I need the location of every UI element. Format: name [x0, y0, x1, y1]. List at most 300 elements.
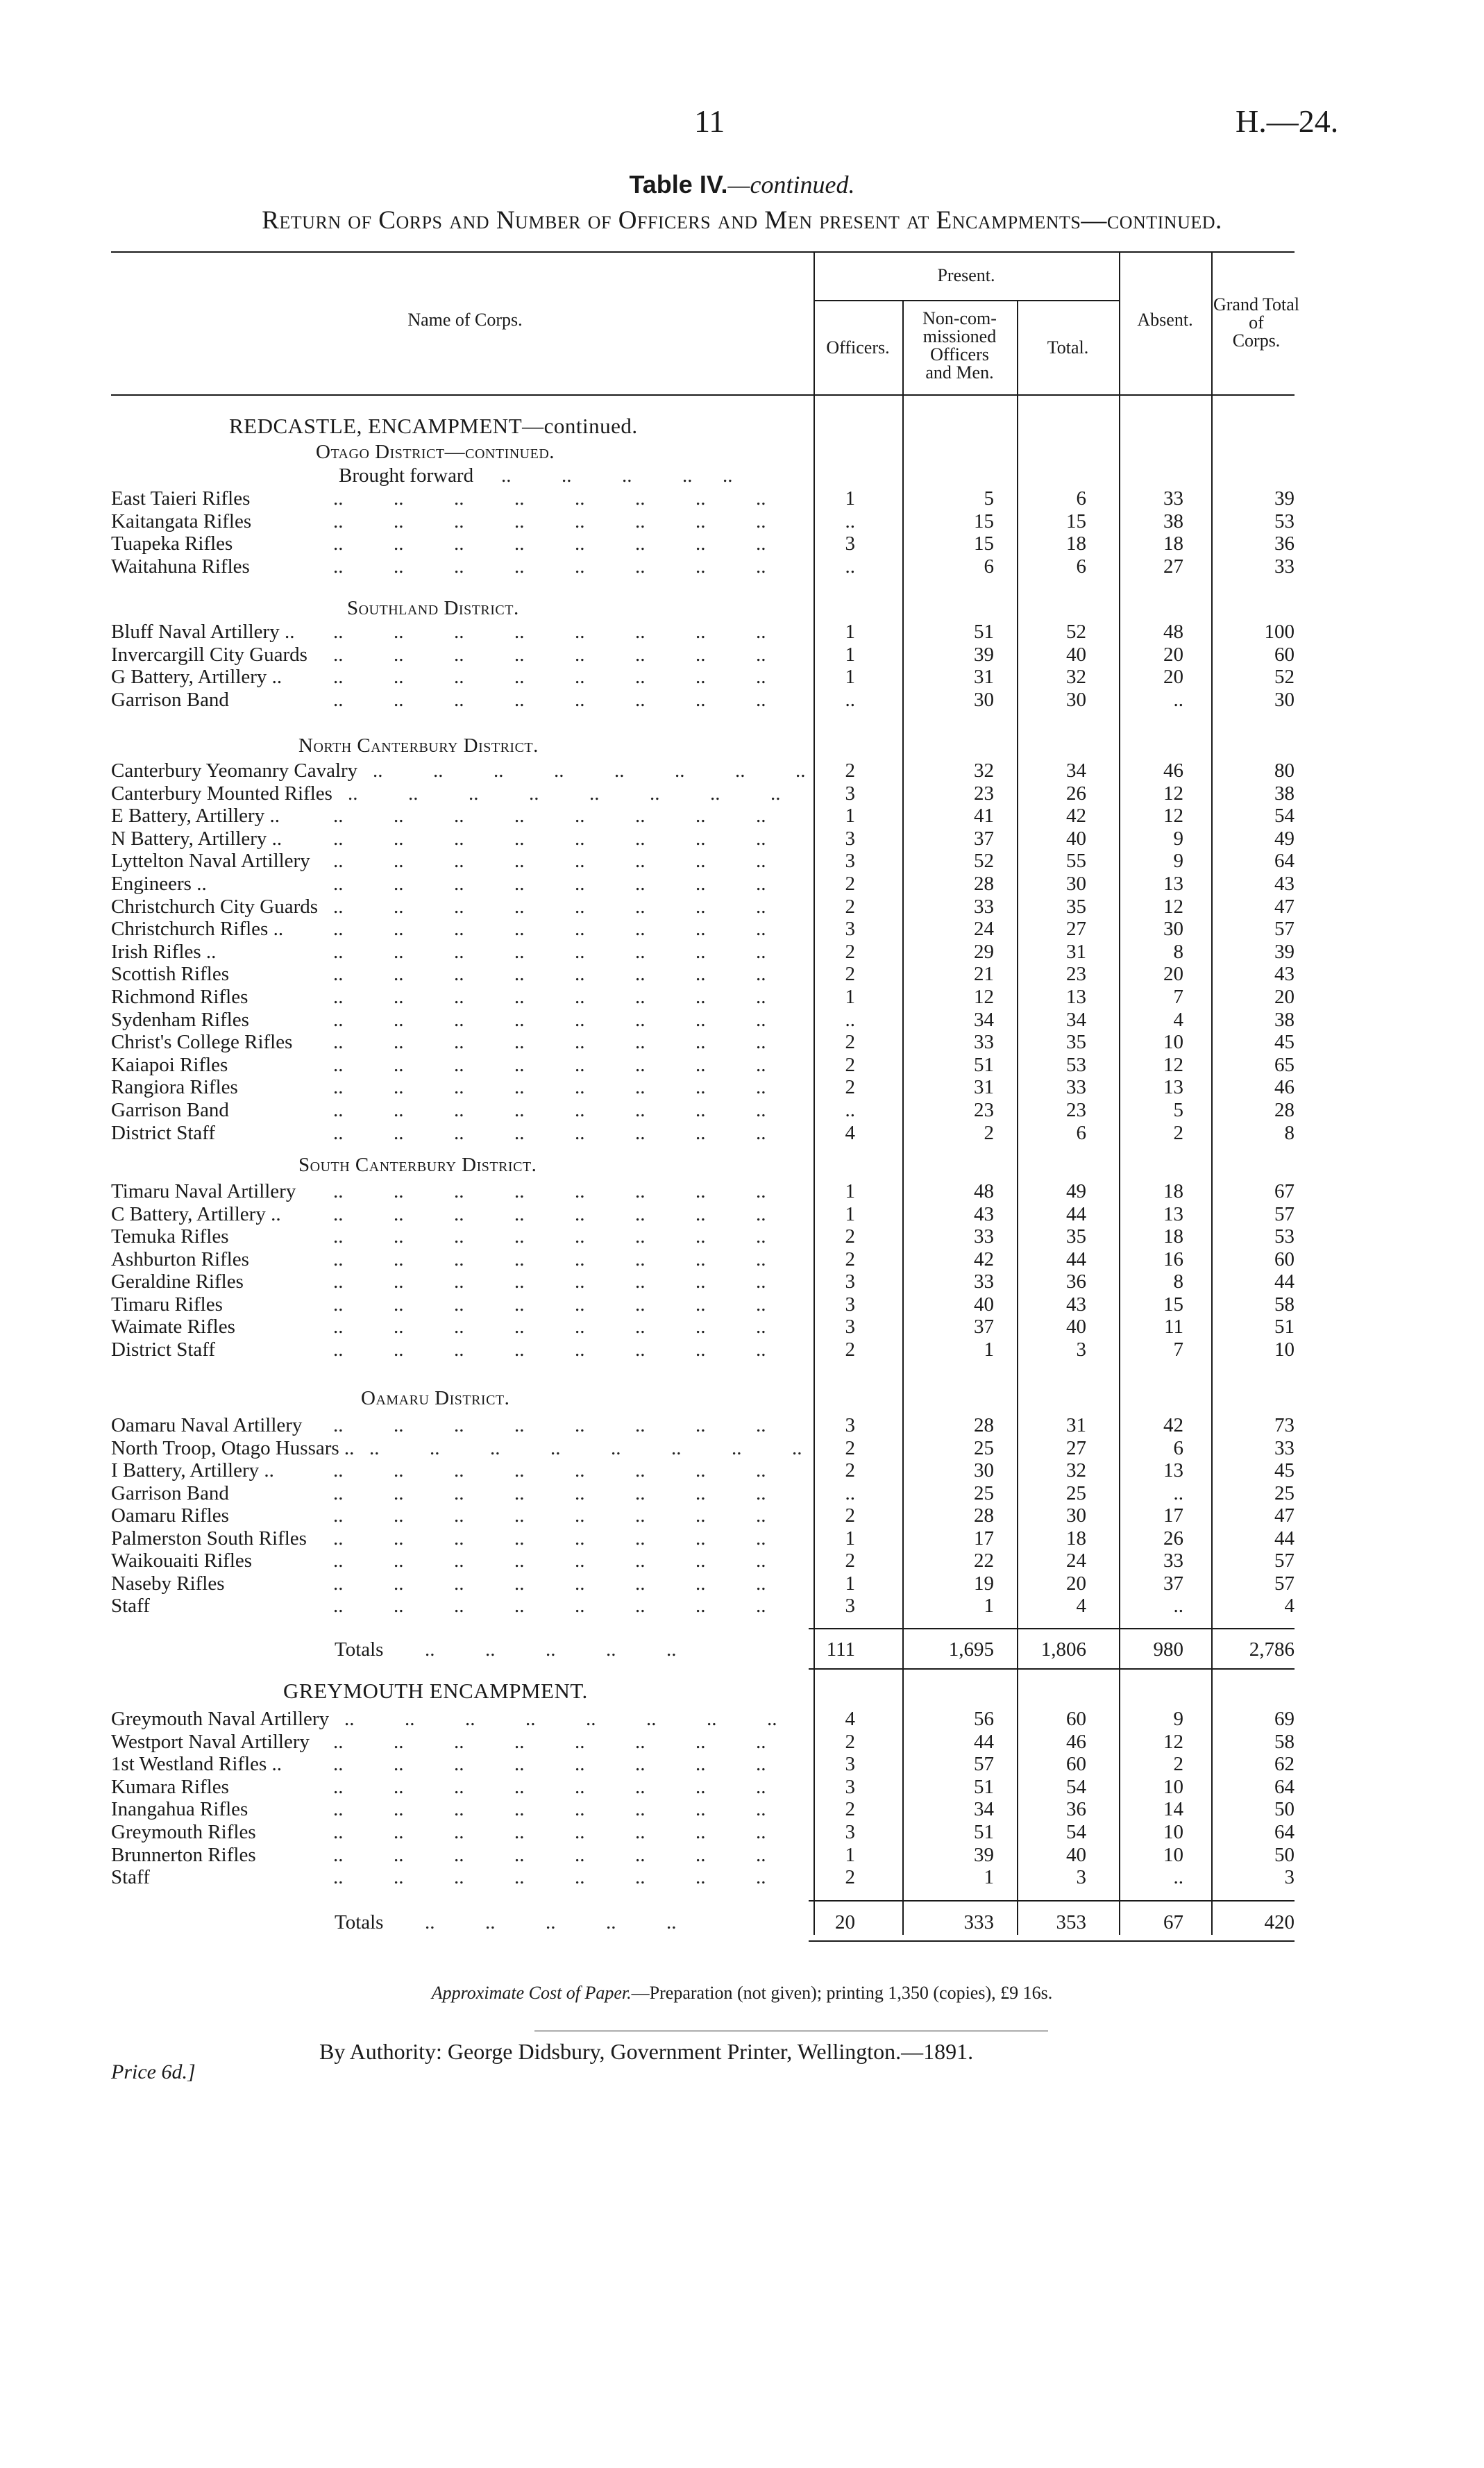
nco-cell: 12: [974, 986, 994, 1008]
absent-cell: 2: [1173, 1121, 1183, 1144]
nco-cell: 34: [974, 1008, 994, 1031]
corps-name: 1st Westland Rifles ..: [111, 1753, 283, 1776]
officers-cell: 3: [845, 1753, 855, 1776]
section-otago: Otago District—continued.: [316, 441, 555, 463]
officers-cell: 2: [845, 1866, 855, 1889]
absent-cell: 46: [1163, 759, 1183, 782]
nco-cell: 33: [974, 1031, 994, 1054]
grand-total-cell: 58: [1274, 1730, 1295, 1753]
total-cell: 33: [1066, 1076, 1086, 1099]
officers-cell: ..: [845, 1008, 855, 1031]
total-cell: 60: [1066, 1708, 1086, 1730]
absent-cell: 17: [1163, 1504, 1183, 1527]
corps-name: Staff: [111, 1866, 150, 1889]
absent-cell: 26: [1163, 1527, 1183, 1550]
officers-cell: 4: [845, 1708, 855, 1730]
corps-name: Westport Naval Artillery: [111, 1730, 310, 1753]
officers-cell: 1: [845, 1202, 855, 1225]
table-row: [0, 510, 1484, 532]
dot-leader: .. .. .. .. .. .. .. ..: [333, 895, 766, 918]
nco-cell: 43: [974, 1202, 994, 1225]
nco-cell: 32: [974, 759, 994, 782]
total-cell: 40: [1066, 1843, 1086, 1866]
grand-total-cell: 65: [1274, 1053, 1295, 1076]
total-cell: 52: [1066, 621, 1086, 643]
absent-cell: 33: [1163, 487, 1183, 510]
total-cell: 54: [1066, 1821, 1086, 1843]
nco-cell: 33: [974, 895, 994, 918]
dot-leader: .. .. .. .. .. .. .. ..: [333, 1550, 766, 1572]
grand-total-cell: 33: [1274, 1436, 1295, 1459]
grand-total-cell: 53: [1274, 510, 1295, 532]
corps-name: Brunnerton Rifles: [111, 1843, 256, 1866]
table-row: [0, 532, 1484, 555]
dot-leader: .. .. .. .. .. .. .. ..: [333, 1270, 766, 1293]
dot-leader: .. .. .. .. .. .. .. ..: [333, 510, 766, 532]
absent-cell: 18: [1163, 1180, 1183, 1202]
cost-text: —Preparation (not given); printing 1,350 (copies), £9 16s.: [631, 1983, 1053, 2003]
header-nco-line2: missioned: [922, 326, 997, 346]
absent-cell: 9: [1173, 850, 1183, 873]
officers-cell: 1: [845, 621, 855, 643]
total-cell: 53: [1066, 1053, 1086, 1076]
corps-name: Oamaru Naval Artillery: [111, 1414, 303, 1436]
grand-total-cell: 39: [1274, 487, 1295, 510]
officers-cell: 2: [845, 1798, 855, 1821]
absent-cell: 7: [1173, 1338, 1183, 1361]
officers-cell: 3: [845, 532, 855, 555]
grand-total-cell: 25: [1274, 1481, 1295, 1504]
corps-name: District Staff: [111, 1121, 216, 1144]
total-cell: 36: [1066, 1798, 1086, 1821]
table-row: [0, 1293, 1484, 1316]
grand-total-cell: 4: [1284, 1595, 1295, 1617]
dot-leader: .. .. .. .. .. .. .. ..: [348, 782, 781, 805]
corps-name: Waikouaiti Rifles: [111, 1550, 253, 1572]
table-row: [0, 1572, 1484, 1595]
officers-cell: 3: [845, 918, 855, 941]
dot-leader: .. .. .. .. .. .. .. ..: [333, 1730, 766, 1753]
nco-cell: 1: [984, 1338, 994, 1361]
corps-name: E Battery, Artillery ..: [111, 805, 280, 828]
totals-row-redcastle: [0, 1638, 1484, 1661]
dot-leader: .. .. .. .. .. .. .. ..: [333, 940, 766, 963]
dot-leader: .. .. .. .. .. .. .. ..: [333, 1504, 766, 1527]
absent-cell: 8: [1173, 1270, 1183, 1293]
dot-leader: .. .. .. .. .. .. .. ..: [333, 1753, 766, 1776]
total-cell: 18: [1066, 1527, 1086, 1550]
corps-name: Christ's College Rifles: [111, 1031, 293, 1054]
grand-total-cell: 46: [1274, 1076, 1295, 1099]
total-cell: 3: [1076, 1866, 1086, 1889]
nco-cell: 42: [974, 1248, 994, 1270]
dot-leader: .. .. .. .. .. .. .. ..: [373, 759, 805, 782]
brought-forward-label: Brought forward: [339, 464, 474, 487]
greymouth-totals-officers: 20: [835, 1911, 855, 1933]
officers-cell: 2: [845, 895, 855, 918]
dot-leader: .. .. .. .. .. .. .. ..: [333, 688, 766, 711]
absent-cell: 37: [1163, 1572, 1183, 1595]
total-cell: 20: [1066, 1572, 1086, 1595]
corps-name: Richmond Rifles: [111, 986, 248, 1008]
dot-leader: .. .. .. .. .. .. .. ..: [333, 1595, 766, 1617]
absent-cell: 13: [1163, 873, 1183, 895]
table-row: [0, 873, 1484, 895]
total-cell: 35: [1066, 1225, 1086, 1248]
header-name: Name of Corps.: [407, 310, 523, 330]
table-row: [0, 1203, 1484, 1225]
corps-name: N Battery, Artillery ..: [111, 827, 283, 850]
grand-total-cell: 47: [1274, 895, 1295, 918]
greymouth-totals-rule-top: [809, 1900, 1295, 1902]
corps-name: Canterbury Mounted Rifles: [111, 782, 332, 805]
dot-leader: .. .. .. .. .. .. .. ..: [333, 1180, 766, 1202]
nco-cell: 48: [974, 1180, 994, 1202]
section-south-canterbury: South Canterbury District.: [298, 1154, 537, 1176]
officers-cell: 3: [845, 827, 855, 850]
table-row: [0, 1248, 1484, 1270]
corps-name: Timaru Naval Artillery: [111, 1180, 296, 1202]
absent-cell: 13: [1163, 1076, 1183, 1099]
corps-name: Christchurch City Guards: [111, 895, 319, 918]
absent-cell: 10: [1163, 1843, 1183, 1866]
absent-cell: 18: [1163, 532, 1183, 555]
total-cell: 6: [1076, 487, 1086, 510]
corps-name: Lyttelton Naval Artillery: [111, 850, 310, 873]
grand-total-cell: 49: [1274, 827, 1295, 850]
total-cell: 46: [1066, 1730, 1086, 1753]
dot-leader: .. .. .. .. .. .. .. ..: [333, 1316, 766, 1338]
dot-leader: .. .. .. .. .. .. .. ..: [333, 487, 766, 510]
greymouth-totals-leader: .. .. .. .. ..: [425, 1911, 677, 1933]
total-cell: 34: [1066, 1008, 1086, 1031]
corps-name: Greymouth Rifles: [111, 1821, 256, 1843]
officers-cell: 2: [845, 1550, 855, 1572]
table-row: [0, 644, 1484, 666]
greymouth-totals-absent: 67: [1163, 1911, 1183, 1933]
grand-total-cell: 67: [1274, 1180, 1295, 1202]
total-cell: 44: [1066, 1248, 1086, 1270]
dot-leader: .. .. .. .. .. .. .. ..: [333, 918, 766, 941]
table-row: [0, 689, 1484, 711]
absent-cell: 12: [1163, 782, 1183, 805]
grand-total-cell: 38: [1274, 1008, 1295, 1031]
corps-name: Oamaru Rifles: [111, 1504, 229, 1527]
corps-name: Palmerston South Rifles: [111, 1527, 307, 1550]
officers-cell: 1: [845, 805, 855, 828]
total-cell: 27: [1066, 918, 1086, 941]
nco-cell: 28: [974, 1504, 994, 1527]
table-row: [0, 621, 1484, 643]
total-cell: 54: [1066, 1775, 1086, 1798]
nco-cell: 25: [974, 1481, 994, 1504]
header-grand-line1: Grand Total: [1213, 294, 1300, 314]
table-row: [0, 1437, 1484, 1459]
totals-grand: 2,786: [1249, 1638, 1295, 1661]
officers-cell: 2: [845, 963, 855, 986]
nco-cell: 6: [984, 555, 994, 578]
grand-total-cell: 73: [1274, 1414, 1295, 1436]
nco-cell: 40: [974, 1293, 994, 1316]
grand-total-cell: 43: [1274, 963, 1295, 986]
table-row: [0, 666, 1484, 688]
officers-cell: 2: [845, 940, 855, 963]
officers-cell: 1: [845, 1572, 855, 1595]
dot-leader: .. .. .. .. .. .. .. ..: [333, 1076, 766, 1099]
officers-cell: 1: [845, 1180, 855, 1202]
table-row: [0, 805, 1484, 827]
total-cell: 49: [1066, 1180, 1086, 1202]
total-cell: 35: [1066, 1031, 1086, 1054]
table-row: [0, 1527, 1484, 1550]
total-cell: 23: [1066, 963, 1086, 986]
price-note: Price 6d.]: [111, 2060, 196, 2083]
grand-total-cell: 57: [1274, 1572, 1295, 1595]
grand-total-cell: 58: [1274, 1293, 1295, 1316]
section-greymouth: GREYMOUTH ENCAMPMENT.: [283, 1679, 588, 1703]
total-cell: 40: [1066, 827, 1086, 850]
totals-total: 1,806: [1040, 1638, 1086, 1661]
grand-total-cell: 64: [1274, 1821, 1295, 1843]
section-oamaru: Oamaru District.: [361, 1387, 510, 1409]
absent-cell: 18: [1163, 1225, 1183, 1248]
officers-cell: 3: [845, 1595, 855, 1617]
nco-cell: 51: [974, 1775, 994, 1798]
total-cell: 44: [1066, 1202, 1086, 1225]
absent-cell: 12: [1163, 1053, 1183, 1076]
nco-cell: 39: [974, 1843, 994, 1866]
corps-name: Staff: [111, 1595, 150, 1617]
total-cell: 6: [1076, 555, 1086, 578]
absent-cell: ..: [1173, 688, 1183, 711]
officers-cell: ..: [845, 688, 855, 711]
grand-total-cell: 28: [1274, 1099, 1295, 1121]
corps-name: Engineers ..: [111, 873, 207, 895]
total-cell: 31: [1066, 1414, 1086, 1436]
corps-name: Invercargill City Guards: [111, 643, 307, 666]
grand-total-cell: 44: [1274, 1527, 1295, 1550]
dot-leader: .. .. .. .. .. .. .. ..: [333, 1121, 766, 1144]
total-cell: 30: [1066, 1504, 1086, 1527]
dot-leader: .. .. .. .. .. .. .. ..: [333, 1775, 766, 1798]
cost-note: [0, 1983, 1484, 2004]
corps-name: Rangiora Rifles: [111, 1076, 238, 1099]
header-grand-total: [1211, 296, 1301, 350]
document-code: H.—24.: [1236, 103, 1339, 139]
nco-cell: 23: [974, 782, 994, 805]
officers-cell: 3: [845, 850, 855, 873]
nco-cell: 31: [974, 666, 994, 688]
grand-total-cell: 43: [1274, 873, 1295, 895]
corps-name: Kumara Rifles: [111, 1775, 229, 1798]
table-row: [0, 1731, 1484, 1753]
nco-cell: 56: [974, 1708, 994, 1730]
corps-name: Tuapeka Rifles: [111, 532, 233, 555]
absent-cell: 5: [1173, 1099, 1183, 1121]
section-redcastle: REDCASTLE, ENCAMPMENT—continued.: [229, 414, 638, 438]
table-row: [0, 1844, 1484, 1866]
dot-leader: .. .. .. .. .. .. .. ..: [333, 555, 766, 578]
table-row: [0, 782, 1484, 805]
table-row: [0, 1753, 1484, 1775]
grand-total-cell: 36: [1274, 532, 1295, 555]
grand-total-cell: 53: [1274, 1225, 1295, 1248]
total-cell: 15: [1066, 510, 1086, 532]
officers-cell: 2: [845, 873, 855, 895]
header-total: Total.: [1047, 337, 1089, 358]
nco-cell: 51: [974, 1053, 994, 1076]
brought-forward-leader: .. .. .. .. ..: [501, 464, 733, 487]
absent-cell: 6: [1173, 1436, 1183, 1459]
officers-cell: 2: [845, 1504, 855, 1527]
table-row: [0, 555, 1484, 578]
dot-leader: .. .. .. .. .. .. .. ..: [333, 1843, 766, 1866]
corps-name: Greymouth Naval Artillery: [111, 1708, 330, 1730]
grand-total-cell: 69: [1274, 1708, 1295, 1730]
dot-leader: .. .. .. .. .. .. .. ..: [333, 805, 766, 828]
greymouth-totals-grand: 420: [1264, 1911, 1295, 1933]
nco-cell: 21: [974, 963, 994, 986]
table-row: [0, 1180, 1484, 1202]
header-top-rule: [111, 251, 1295, 253]
section-north-canterbury: North Canterbury District.: [298, 734, 539, 757]
table-row: [0, 1009, 1484, 1031]
corps-name: Waimate Rifles: [111, 1316, 235, 1338]
grand-total-cell: 3: [1284, 1866, 1295, 1889]
absent-cell: ..: [1173, 1866, 1183, 1889]
absent-cell: 48: [1163, 621, 1183, 643]
absent-cell: 10: [1163, 1821, 1183, 1843]
nco-cell: 34: [974, 1798, 994, 1821]
dot-leader: .. .. .. .. .. .. .. ..: [344, 1708, 777, 1730]
nco-cell: 51: [974, 621, 994, 643]
absent-cell: 12: [1163, 895, 1183, 918]
grand-total-cell: 57: [1274, 918, 1295, 941]
dot-leader: .. .. .. .. .. .. .. ..: [333, 666, 766, 688]
dot-leader: .. .. .. .. .. .. .. ..: [333, 1053, 766, 1076]
dot-leader: .. .. .. .. .. .. .. ..: [333, 1248, 766, 1270]
nco-cell: 31: [974, 1076, 994, 1099]
total-cell: 6: [1076, 1121, 1086, 1144]
table-row: [0, 1122, 1484, 1144]
nco-cell: 44: [974, 1730, 994, 1753]
table-row: [0, 1866, 1484, 1888]
absent-cell: 7: [1173, 986, 1183, 1008]
officers-cell: 2: [845, 1248, 855, 1270]
absent-cell: 42: [1163, 1414, 1183, 1436]
absent-cell: 11: [1164, 1316, 1183, 1338]
nco-cell: 2: [984, 1121, 994, 1144]
nco-cell: 29: [974, 940, 994, 963]
grand-total-cell: 47: [1274, 1504, 1295, 1527]
absent-cell: 13: [1163, 1202, 1183, 1225]
absent-cell: 20: [1163, 666, 1183, 688]
officers-cell: ..: [845, 1481, 855, 1504]
corps-name: Bluff Naval Artillery ..: [111, 621, 295, 643]
dot-leader: .. .. .. .. .. .. .. ..: [333, 963, 766, 986]
corps-name: Naseby Rifles: [111, 1572, 225, 1595]
totals-leader: .. .. .. .. ..: [425, 1638, 677, 1661]
corps-name: Christchurch Rifles ..: [111, 918, 284, 941]
total-cell: 30: [1066, 873, 1086, 895]
nco-cell: 51: [974, 1821, 994, 1843]
section-southland: Southland District.: [347, 597, 519, 619]
header-nco-line4: and Men.: [925, 362, 994, 383]
dot-leader: .. .. .. .. .. .. .. ..: [333, 1866, 766, 1889]
table-row: [0, 1550, 1484, 1572]
total-cell: 32: [1066, 1459, 1086, 1481]
dot-leader: .. .. .. .. .. .. .. ..: [333, 1225, 766, 1248]
nco-cell: 15: [974, 510, 994, 532]
grand-total-cell: 60: [1274, 1248, 1295, 1270]
total-cell: 24: [1066, 1550, 1086, 1572]
officers-cell: 2: [845, 759, 855, 782]
header-grand-line3: Corps.: [1232, 330, 1281, 351]
absent-cell: 4: [1173, 1008, 1183, 1031]
officers-cell: 2: [845, 1459, 855, 1481]
total-cell: 30: [1066, 688, 1086, 711]
corps-name: Irish Rifles ..: [111, 940, 217, 963]
nco-cell: 17: [974, 1527, 994, 1550]
grand-total-cell: 50: [1274, 1798, 1295, 1821]
dot-leader: .. .. .. .. .. .. .. ..: [333, 873, 766, 895]
total-cell: 36: [1066, 1270, 1086, 1293]
dot-leader: .. .. .. .. .. .. .. ..: [333, 1008, 766, 1031]
table-row: [0, 963, 1484, 985]
corps-name: Garrison Band: [111, 688, 229, 711]
totals-rule-top: [809, 1628, 1295, 1629]
absent-cell: 10: [1163, 1031, 1183, 1054]
dot-leader: .. .. .. .. .. .. .. ..: [333, 1414, 766, 1436]
present-underline: [813, 300, 1119, 301]
grand-total-cell: 45: [1274, 1031, 1295, 1054]
nco-cell: 22: [974, 1550, 994, 1572]
officers-cell: 2: [845, 1730, 855, 1753]
officers-cell: 3: [845, 1270, 855, 1293]
dot-leader: .. .. .. .. .. .. .. ..: [333, 1798, 766, 1821]
table-row: [0, 986, 1484, 1008]
total-cell: 35: [1066, 895, 1086, 918]
dot-leader: .. .. .. .. .. .. .. ..: [333, 1459, 766, 1481]
absent-cell: 13: [1163, 1459, 1183, 1481]
officers-cell: 1: [845, 643, 855, 666]
corps-name: Canterbury Yeomanry Cavalry: [111, 759, 358, 782]
header-present: Present.: [937, 265, 995, 285]
nco-cell: 39: [974, 643, 994, 666]
corps-name: Ashburton Rifles: [111, 1248, 249, 1270]
total-cell: 27: [1066, 1436, 1086, 1459]
nco-cell: 19: [974, 1572, 994, 1595]
table-title-bold: Table IV.: [629, 170, 728, 199]
table-row: [0, 1482, 1484, 1504]
nco-cell: 23: [974, 1099, 994, 1121]
dot-leader: .. .. .. .. .. .. .. ..: [333, 986, 766, 1008]
total-cell: 55: [1066, 850, 1086, 873]
nco-cell: 1: [984, 1866, 994, 1889]
officers-cell: 2: [845, 1031, 855, 1054]
officers-cell: 2: [845, 1436, 855, 1459]
absent-cell: 9: [1173, 827, 1183, 850]
grand-total-cell: 80: [1274, 759, 1295, 782]
table-row: [0, 941, 1484, 963]
table-row: [0, 1225, 1484, 1248]
table-row: [0, 1054, 1484, 1076]
absent-cell: 14: [1163, 1798, 1183, 1821]
corps-name: East Taieri Rifles: [111, 487, 251, 510]
table-row: [0, 850, 1484, 872]
officers-cell: 3: [845, 1821, 855, 1843]
page-number: 11: [694, 103, 725, 139]
